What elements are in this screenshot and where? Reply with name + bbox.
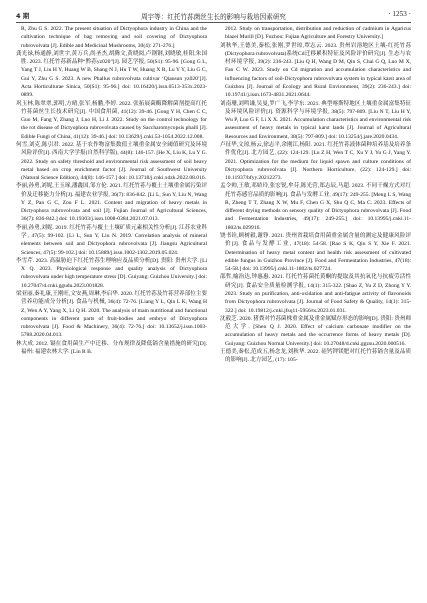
reference-columns [16, 25, 411, 365]
running-title: 周宇等：红托竹荪菌丝生长的影响与栽培因素研究 [140, 14, 287, 21]
reference-entry: 卢征华,文琼,杨云,徐志平,余刚江,杨阳. 2021. 红托竹荪液体菌种培养基及培养条件优化[J]. 北方园艺, (22): 124-129. [Lu Z H, Wen T C, Xu Y J, Yu G J, Yang Y. 2021. Optimization for the medium for liquid spawn and culture conditions of Dictyophora rubrovolvata [J]. Northern Horticulture, (22): 124-129.] doi: 10.11937/bfyy.20212273. [220, 141, 411, 182]
reference-entry: 邵哲,喻治达,钟惠惠. 2021. 红托竹荪菌托黄酮的提取及其抗氧化与抗疲劳活性研究[J]. 食品安全质量检测学报, 14(1): 315-322. [Shao Z, Yu Z D, Zhong Y Y. 2023. Study on purification, anti-oxidation and anti-fatigue activity of flavonoids from Dictyophora rubrovolvata [J]. Journal of Food Safety & Quality, 14(1): 315-322.] doi: 10.19812/j.cnki.jfsq11-5956/ts.2023.01.031. [220, 274, 411, 314]
reference-entry: 孟令帅,王敏,邓娇玲,张宏锐,牟芬,陈光营,郑志辰,马超. 2023. 不同干燥方式对红托竹荪感官品质的影响[J]. 食品与发酵工业, 49(17): 249-255. [Meng L S, Wang R, Zheng T T, Zhang X W, Mu F, Chen G X, Shu Q C, Ma C. 2023. Effects of different drying methods on sensory quality of Dictyophora rubrovolvata [J]. Food and Fermentation Industries, 49(17): 249-255.] doi: 10.13995/j.cnki.11-1802/ts.029916. [220, 183, 411, 231]
reference-entry: 李丽,孙勇,刘妮. 2019. 红托竹荪与覆土土壤矿质元素相关性分析[J]. 江苏农业科学, 47(5): 99-102. [Li L, Sun Y, Liu N. 2019. Correlation analysis of mineral elements between soil and Dictyophora rubrovolvata [J]. Jiangsu Agricultural Sciences, 47(5): 99-102.] doi: 10.15889/j.issn.1002-1302.2019.05.024. [16, 224, 207, 256]
reference-entry: 林大成. 2012. 镉在食用菌生产中迁移、分布规律及降低镉含量措施的研究[D]. 福州: 福建农林大学. [Lin R B. [16, 340, 207, 355]
reference-entry: 龚光禄,杨通静,刘世宇,黄万兵,尚圣杰,胡腾文,黄晓阅,卢钢钢,刘晓敏,桂阳,朱国胜. 2023. 红托竹荪新品种“黔荪yz020”[J]. 园艺学报, 50(S1): 95-96. [Gong G L, Yang T J, Liu H Y, Huang W B, Shang N J, Hu T W, Huang X R, Lu Y Y, Liu G C, Gui Y, Zhu G S. 2023. A new Phallus rubrovolvata cultivar ‘Qiansun yz020’[J]. Acta Horticulturae Sinica, 50(S1): 95-96.] doi: 10.16420/j.issn.0513-353x.2023-0899. [16, 50, 207, 99]
left-column [16, 25, 207, 365]
reference-entry: 2012. Study on transportation, distribution and reduction of cadmium in Agaricus blazei Murill [D]. Fuzhou: Fujian Agriculture and Forestry University.] [225, 26, 411, 41]
reference-entry: 李雪芹. 2023. 高温胁迫下红托竹荪生理响应及品质分析[D]. 贵阳: 贵州大学. [Li X Q. 2023. Physiological response and quality analysis of Dictyophora rubrovolvata under high temperature stress [D]. Guiyang: Guizhou University.] doi: 10.27047/d.cnki.ggudu.2023.001828. [16, 257, 207, 289]
page-number: · 1253 · [388, 10, 411, 18]
reference-entry: 沈毅芝. 2020. 猪粪对竹荪菌株重金属及重金属赋存形态的影响[D]. 贵阳: 贵州师范大学. [Shen Q J. 2020. Effect of calcium carbonate modifier on the accumulation of heavy metals and the occurrence forms of heavy metals [D]. Guiyang: Guizhou Normal University.] doi: 10.27048/d.cnki.ggzsu.2020.000516. [220, 315, 411, 347]
reference-entry: 李丽,孙勇,刘妮,王玉琢,潘鑫国,邹方伦. 2021. 红托竹荪与覆土土壤重金属污染评价及迁移能力分析[J]. 福建农业学报, 36(7): 836-842. [Li L, Sun Y, Liu N, Wang Y Z, Pan G C, Zou F L. 2021. Content and migration of heavy metals in Dictyophora rubrovolvata and soil [J]. Fujian Journal of Agricultural Sciences, 36(7): 836-842.] doi: 10.19303/j.issn.1008-0384.2021.07.013. [16, 183, 207, 223]
right-column [220, 25, 411, 365]
reference-entry: 刘南珊,刘鸣谦,吴曼,罗广飞,李学东. 2021. 典型喀斯特地区土壤重金属富集特征及环境风险评价[J]. 资源科学与环境学报, 38(5): 797-809. [Liu N T, Liu H Y, Wu P, Luo G F, Li X X. 2021. Accumulation characteristics and environmental risk assessment of heavy metals in typical karst lands [J]. Journal of Agricultural Resources and Environment, 38(5): 797-809.] doi: 10.13254/j.jare.2020.0434. [220, 100, 411, 140]
reference-entry: 饶书铨,顾树毅,谢铮. 2021. 贵州省栽培食用菌重金属含量的测定及健康风险评价[J]. 食品与发酵工业, 47(18): 54-58. [Rao S K, Qiu S Y, Xie F. 2021. Determination of heavy metal content and health risk assessment of cultivated edible fungus in Guizhou Province [J]. Food and Fermentation Industries, 47(18): 54-58.] doi: 10.13995/j.cnki.11-1802/ts.027724. [220, 233, 411, 273]
reference-entry: R, Zhu G S. 2022. The present situation of Dictyophora industry in China and the cultivation technique of bag removing and soil covering of Dictyophora rubrovolvata [J]. Edible and Medicinal Mushrooms, 30(4): 271-276.] [21, 26, 207, 49]
reference-entry: 王德美,秦松,范成五,杨念龙,刘秋华. 2022. 硅钙钾镁肥对红托竹荪镉含量及品质的影响[J]. 北方园艺, (17): 105- [220, 348, 411, 364]
issue-number: 4 期 [16, 12, 30, 20]
reference-entry: 巩玉林,陈翠翠,郭明,方晴,张军,杨鹏,李婷. 2022. 张拓展菌酶降解菌剂提高红托竹荪菌丝生长技术研究[J]. 中国食用菌, 41(12): 39-46. [Gong Y H, Chen C C, Guo M, Fang Y, Zhang J, Luo H, Li J. 2022. Study on the control technology for the rot disease of Dictyophora rubrovolvata caused by Saccharomycopsis phalli [J]. Edible Fungi of China, 41(12): 39-46.] doi: 10.13629/j.cnki.53-1054.2022.12.008. [16, 100, 207, 140]
reference-entry: 梁亚丽,秦礼康,王刚旺,文安燕,周琳,李启华. 2020. 红托竹荪及竹荪营养部位主要营养功能成分分析[J]. 食品与机械, 36(4): 72-76. [Liang Y L, Qin L K, Wang H Z, Wen A Y, Yang X, Li Q H. 2020. The analysis of main nutritional and functional components in different parts of fruit-bodies and embryo of Dictyophora rubrovolvata [J]. Food & Machinery, 36(4): 72-76.] doi: 10.13652/j.issn.1003-5788.2020.04.013. [16, 291, 207, 339]
reference-entry: 何雪,刘克,陈引君. 2022. 基于农作物富集数值土壤重金属安全阈值研究及环境风险评价[J]. 西南大学学报(自然科学版), 44(8): 146-157. [He X, Liu K, Lu Y G. 2022. Study on safety threshold and environmental risk assessment of soil heavy metal based on crop enrichment factor [J]. Journal of Southwest University (Natural Science Edition), 44(8): 146-157.] doi: 10.13718/j.cnki.xdzk.2022.08.016. [16, 141, 207, 182]
reference-entry: 刘秋华,王德美,秦松,张刚,罗世琼,覃志云. 2023. 贵州岩溶地区土壤-红托竹荪(Dictyophora rubrovolvata)系统Cd迁移累积特征及风险评价研究[J]. 生态与农村环境学报, 39(2): 236-243. [Liu Q H, Wang D M, Qin S, Chai G Q, Luo M X, Fan C W. 2023. Study on Cd migration and accumulation characteristics and influencing factors of soil-Dictyophora rubrovolvata system in typical karst area of Guizhou [J]. Journal of Ecology and Rural Environment, 39(2): 236-243.] doi: 10.19741/j.issn.1673-4831.2021.0644. [220, 42, 411, 99]
running-header [16, 8, 411, 23]
